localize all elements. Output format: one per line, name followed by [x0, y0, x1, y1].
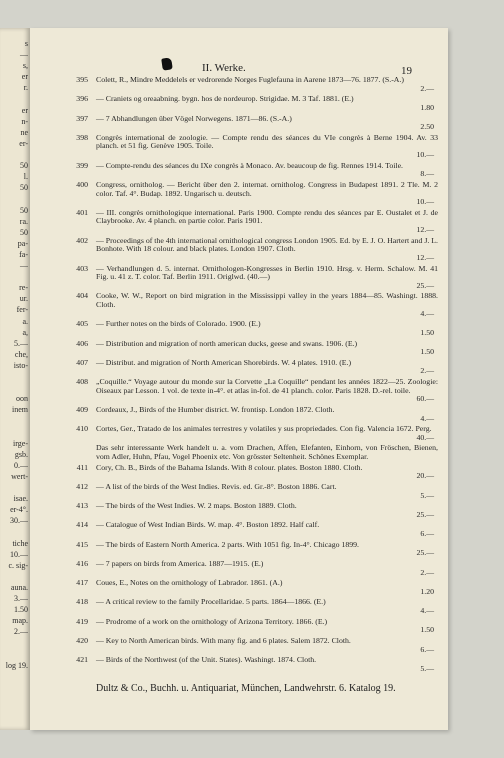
entry-price: 2.— — [420, 366, 434, 376]
entry-text: — Craniets og oreaabning. bygn. hos de nordeurop. Strigidae. M. 3 Taf. 1881. (E.) — [96, 94, 354, 104]
catalog-entry — [60, 162, 440, 179]
entry-price: 25.— — [416, 548, 434, 558]
entry-number: 397 — [76, 113, 88, 123]
catalog-entry — [60, 95, 440, 112]
left-page-fragment: s — [24, 40, 28, 48]
entry-text: Cortes, Ger., Tratado de los animales terrestres y volatiles y sus propriedades. Con fig. Valencia 1672. Perg. — [96, 424, 432, 434]
catalog-entry — [60, 181, 440, 207]
entry-number: 402 — [76, 235, 88, 245]
entry-number: 419 — [76, 616, 88, 626]
entry-text: — Key to North American birds. With many fig. and 6 plates. Salem 1872. Cloth. — [96, 635, 351, 645]
entry-text: Colett, R., Mindre Meddelels er vedrorende Norges Fuglefauna in Aarene 1873—76. 1877. (S.-A.) — [96, 75, 404, 84]
entry-text: — Further notes on the birds of Colorado. 1900. (E.) — [96, 319, 261, 329]
entry-number: 401 — [76, 207, 88, 217]
entry-list — [60, 76, 440, 675]
entry-text: Cooke, W. W., Report on bird migration in the Mississippi valley in the years 1884—85. Washingt. 1888. Cloth. — [96, 291, 438, 309]
entry-text: — Proceedings of the 4th international ornithological congress London 1905. Ed. by E. J. O. Hartert and J. L. Bonhote. With 18 colour. and black plates. London 1907. Cloth. — [96, 235, 438, 254]
left-page-fragment: a. — [22, 317, 28, 326]
left-page-fragment: auna. — [10, 583, 28, 592]
left-page-fragment: fer- — [16, 306, 28, 315]
entry-text: — The birds of the West Indies. W. 2 maps. Boston 1889. Cloth. — [96, 501, 297, 511]
entry-number: 417 — [76, 578, 88, 588]
left-page-fragment: ur. — [19, 295, 28, 304]
entry-price: 6.— — [420, 644, 434, 654]
catalog-entry — [60, 134, 440, 160]
entry-text: — Distribution and migration of north american ducks, geese and swans. 1906. (E.) — [96, 338, 358, 348]
left-page-fragment: 0.— — [14, 461, 28, 470]
left-page-fragment: che, — [14, 350, 28, 359]
left-page-fragment: 50 — [20, 162, 28, 171]
catalog-entry — [60, 618, 440, 635]
left-page-fragment: c. sig- — [8, 561, 28, 570]
entry-price: 1.50 — [420, 625, 434, 635]
catalog-page — [30, 28, 448, 730]
entry-text: — Compte-rendu des séances du IXe congrès à Monaco. Av. beaucoup de fig. Rennes 1914. Toile. — [96, 160, 403, 170]
entry-number: 410 — [76, 424, 88, 434]
entry-price: 6.— — [420, 529, 434, 538]
entry-number: 421 — [76, 655, 88, 665]
left-page-fragment: 50 — [20, 228, 28, 237]
catalog-entry — [60, 292, 440, 318]
left-page-fragment: a, — [22, 328, 28, 337]
left-page-fragment: er — [21, 106, 28, 115]
entry-text: Coues, E., Notes on the ornithology of Labrador. 1861. (A.) — [96, 578, 283, 588]
entry-price: 60.— — [416, 394, 434, 404]
entry-price: 1.80 — [420, 102, 434, 112]
entry-text: — Prodrome of a work on the ornithology of Arizona Territory. 1866. (E.) — [96, 616, 328, 626]
left-page-fragment: isto- — [13, 361, 28, 370]
entry-text: Das sehr interessante Werk handelt u. a. vom Drachen, Affen, Elefanten, Einhorn, von Fröschen, Bienen, vom Adler, Huhn, Pfau, Vogel Phoenix etc. Von grösster Seltenheit. Schönes Exemplar. — [96, 443, 438, 461]
catalog-entry — [60, 115, 440, 132]
left-page-fragment: s, — [22, 62, 28, 71]
left-page-fragment: l. — [23, 173, 28, 182]
catalog-entry — [60, 560, 440, 577]
catalog-entry — [60, 444, 440, 461]
entry-text: — Distribut. and migration of North American Shorebirds. W. 4 plates. 1910. (E.) — [96, 357, 352, 367]
left-page-fragment: er- — [19, 139, 28, 148]
entry-text: Congress, ornitholog. — Bericht über den 2. internat. ornitholog. Congress in Budapest 1891. 2 Tle. M. 2 color. Taf. 4°. Budap. 1892. Ungarisch u. deutsch. — [96, 179, 438, 198]
left-page-fragment: wert- — [11, 472, 28, 481]
entry-price: 4.— — [420, 413, 434, 423]
entry-price: 1.50 — [420, 327, 434, 337]
entry-text: — III. congrès ornithologique international. Paris 1900. Compte rendu des séances par E. Oustalet et J. de Claybrooke. Av. 4 planch. en partie color. Paris 1901. — [96, 207, 438, 226]
catalog-entry — [60, 598, 440, 615]
left-page-fragment: 3.— — [14, 595, 28, 603]
entry-number: 408 — [76, 377, 88, 386]
catalog-entry — [60, 464, 440, 481]
catalog-entry — [60, 320, 440, 337]
entry-number: 405 — [76, 319, 88, 329]
catalog-entry — [60, 502, 440, 519]
entry-number: 411 — [76, 462, 88, 472]
left-page-fragment: log 19. — [5, 661, 28, 670]
entry-text: — Birds of the Northwest (of the Unit. States). Washingt. 1874. Cloth. — [96, 655, 317, 665]
catalog-entry — [60, 359, 440, 376]
entry-number: 404 — [76, 291, 88, 301]
entry-text: — Catalogue of West Indian Birds. W. map. 4°. Boston 1892. Half calf. — [96, 520, 320, 530]
left-page-fragment: 50 — [20, 206, 28, 215]
entry-number: 395 — [76, 75, 88, 84]
entry-number: 400 — [76, 179, 88, 189]
catalog-entry — [60, 265, 440, 291]
page-footer: Dultz & Co., Buchh. u. Antiquariat, München, Landwehrstr. 6. Katalog 19. — [96, 683, 396, 694]
catalog-entry — [60, 425, 440, 442]
left-page-fragment: er-4°. — [10, 506, 28, 515]
entry-text: — The birds of Eastern North America. 2 parts. With 1051 fig. In-4°. Chicago 1899. — [96, 539, 360, 549]
left-page-fragment: 10.— — [10, 550, 28, 559]
catalog-entry — [60, 76, 440, 93]
left-page-fragment: isae. — [13, 495, 28, 504]
left-page-fragment: 2.— — [14, 628, 28, 637]
entry-number: 396 — [76, 94, 88, 104]
catalog-entry — [60, 209, 440, 235]
catalog-entry — [60, 483, 440, 500]
entry-price: 10.— — [416, 197, 434, 207]
entry-number: 398 — [76, 132, 88, 142]
entry-price: 12.— — [416, 252, 434, 262]
entry-price: 2.50 — [420, 122, 434, 132]
entry-text: — 7 papers on birds from America. 1887—1915. (E.) — [96, 558, 264, 568]
page-header: II. Werke. — [202, 62, 246, 74]
left-page-fragment: ne — [20, 128, 28, 137]
left-page-fragment: 5.— — [14, 339, 28, 348]
left-page-fragment: n- — [21, 117, 28, 126]
left-page-fragment: inem — [12, 406, 28, 415]
left-page-fragment: oon — [16, 395, 28, 404]
left-page-fragment: fa- — [19, 250, 28, 259]
ink-mark — [161, 57, 173, 70]
catalog-entry — [60, 406, 440, 423]
entry-number: 420 — [76, 635, 88, 645]
entry-price: 4.— — [420, 308, 434, 318]
entry-price: 4.— — [420, 606, 434, 615]
entry-price: 5.— — [420, 490, 434, 500]
left-page-fragment: 50 — [20, 184, 28, 193]
entry-number: 407 — [76, 357, 88, 367]
entry-price: 25.— — [416, 280, 434, 290]
left-page-fragment: pa- — [17, 239, 28, 248]
entry-number: 413 — [76, 501, 88, 511]
entry-text: Cordeaux, J., Birds of the Humber district. W. frontisp. London 1872. Cloth. — [96, 404, 335, 414]
entry-price: 1.20 — [420, 586, 434, 596]
entry-price: 10.— — [416, 150, 434, 159]
entry-text: — 7 Abhandlungen über Vögel Norwegens. 1871—86. (S.-A.) — [96, 113, 292, 123]
entry-number: 415 — [76, 539, 88, 549]
entry-price: 8.— — [420, 169, 434, 179]
left-page-fragment: ra. — [19, 217, 28, 226]
entry-price: 2.— — [420, 83, 434, 93]
entry-text: Congrès international de zoologie. — Compte rendu des séances du VIe congrès à Berne 1904. Av. 33 planch. et 51 fig. Genève 1905. Toile. — [96, 132, 438, 151]
entry-number: 399 — [76, 160, 88, 170]
entry-price: 40.— — [416, 432, 434, 442]
catalog-entry — [60, 579, 440, 596]
entry-text: Cory, Ch. B., Birds of the Bahama Islands. With 8 colour. plates. Boston 1880. Cloth. — [96, 462, 363, 472]
entry-price: 20.— — [416, 471, 434, 481]
entry-text: — A list of the birds of the West Indies. Revis. ed. Gr.-8°. Boston 1886. Cart. — [96, 481, 337, 491]
entry-price: 1.50 — [420, 347, 434, 357]
entry-number: 416 — [76, 558, 88, 568]
left-page-fragment: irge- — [13, 439, 28, 448]
catalog-entry — [60, 541, 440, 558]
catalog-entry — [60, 521, 440, 538]
entry-price: 25.— — [416, 509, 434, 519]
left-page-fragment: er — [21, 73, 28, 82]
left-page-fragment: map. — [12, 617, 28, 626]
entry-text: — Verhandlungen d. 5. internat. Ornithologen-Kongresses in Berlin 1910. Hrsg. v. Herm. Schalow. M. 41 Fig. u. 41 z. T. color. Taf. Berlin 1911. Origlwd. (40.—) — [96, 263, 438, 282]
left-page-fragment: — — [20, 51, 28, 60]
entry-price: 5.— — [420, 663, 434, 673]
entry-number: 412 — [76, 481, 88, 491]
catalog-entry — [60, 637, 440, 654]
catalog-entry — [60, 340, 440, 357]
entry-number: 403 — [76, 263, 88, 273]
left-page-fragment: — — [20, 262, 28, 270]
entry-number: 409 — [76, 404, 88, 414]
entry-number: 406 — [76, 338, 88, 348]
entry-text: „Coquille.“ Voyage autour du monde sur la Corvette „La Coquille“ pendant les années 1822—25. Zoologie: Oiseaux par Lesson. 1 vol. de texte in-4°. et atlas in-fol. de 41 planch. color. Paris 1828. D.-rel. toile. — [96, 377, 438, 395]
left-page-fragment: gsb. — [14, 450, 28, 459]
catalog-entry — [60, 656, 440, 673]
left-page-fragment: 1.50 — [14, 606, 28, 615]
left-page-fragment: re- — [19, 284, 28, 293]
left-page-edge — [0, 28, 30, 730]
left-page-fragment: tiche — [12, 539, 28, 548]
entry-number: 414 — [76, 520, 88, 530]
entry-number: 418 — [76, 597, 88, 607]
catalog-entry — [60, 237, 440, 263]
entry-text: — A critical review to the family Procellaridae. 5 parts. 1864—1866. (E.) — [96, 597, 326, 607]
page-number: 19 — [401, 65, 412, 77]
entry-price: 12.— — [416, 225, 434, 234]
left-page-fragment: r. — [23, 84, 28, 93]
entry-price: 2.— — [420, 567, 434, 577]
left-page-fragment: 30.— — [10, 517, 28, 526]
catalog-entry — [60, 378, 440, 404]
